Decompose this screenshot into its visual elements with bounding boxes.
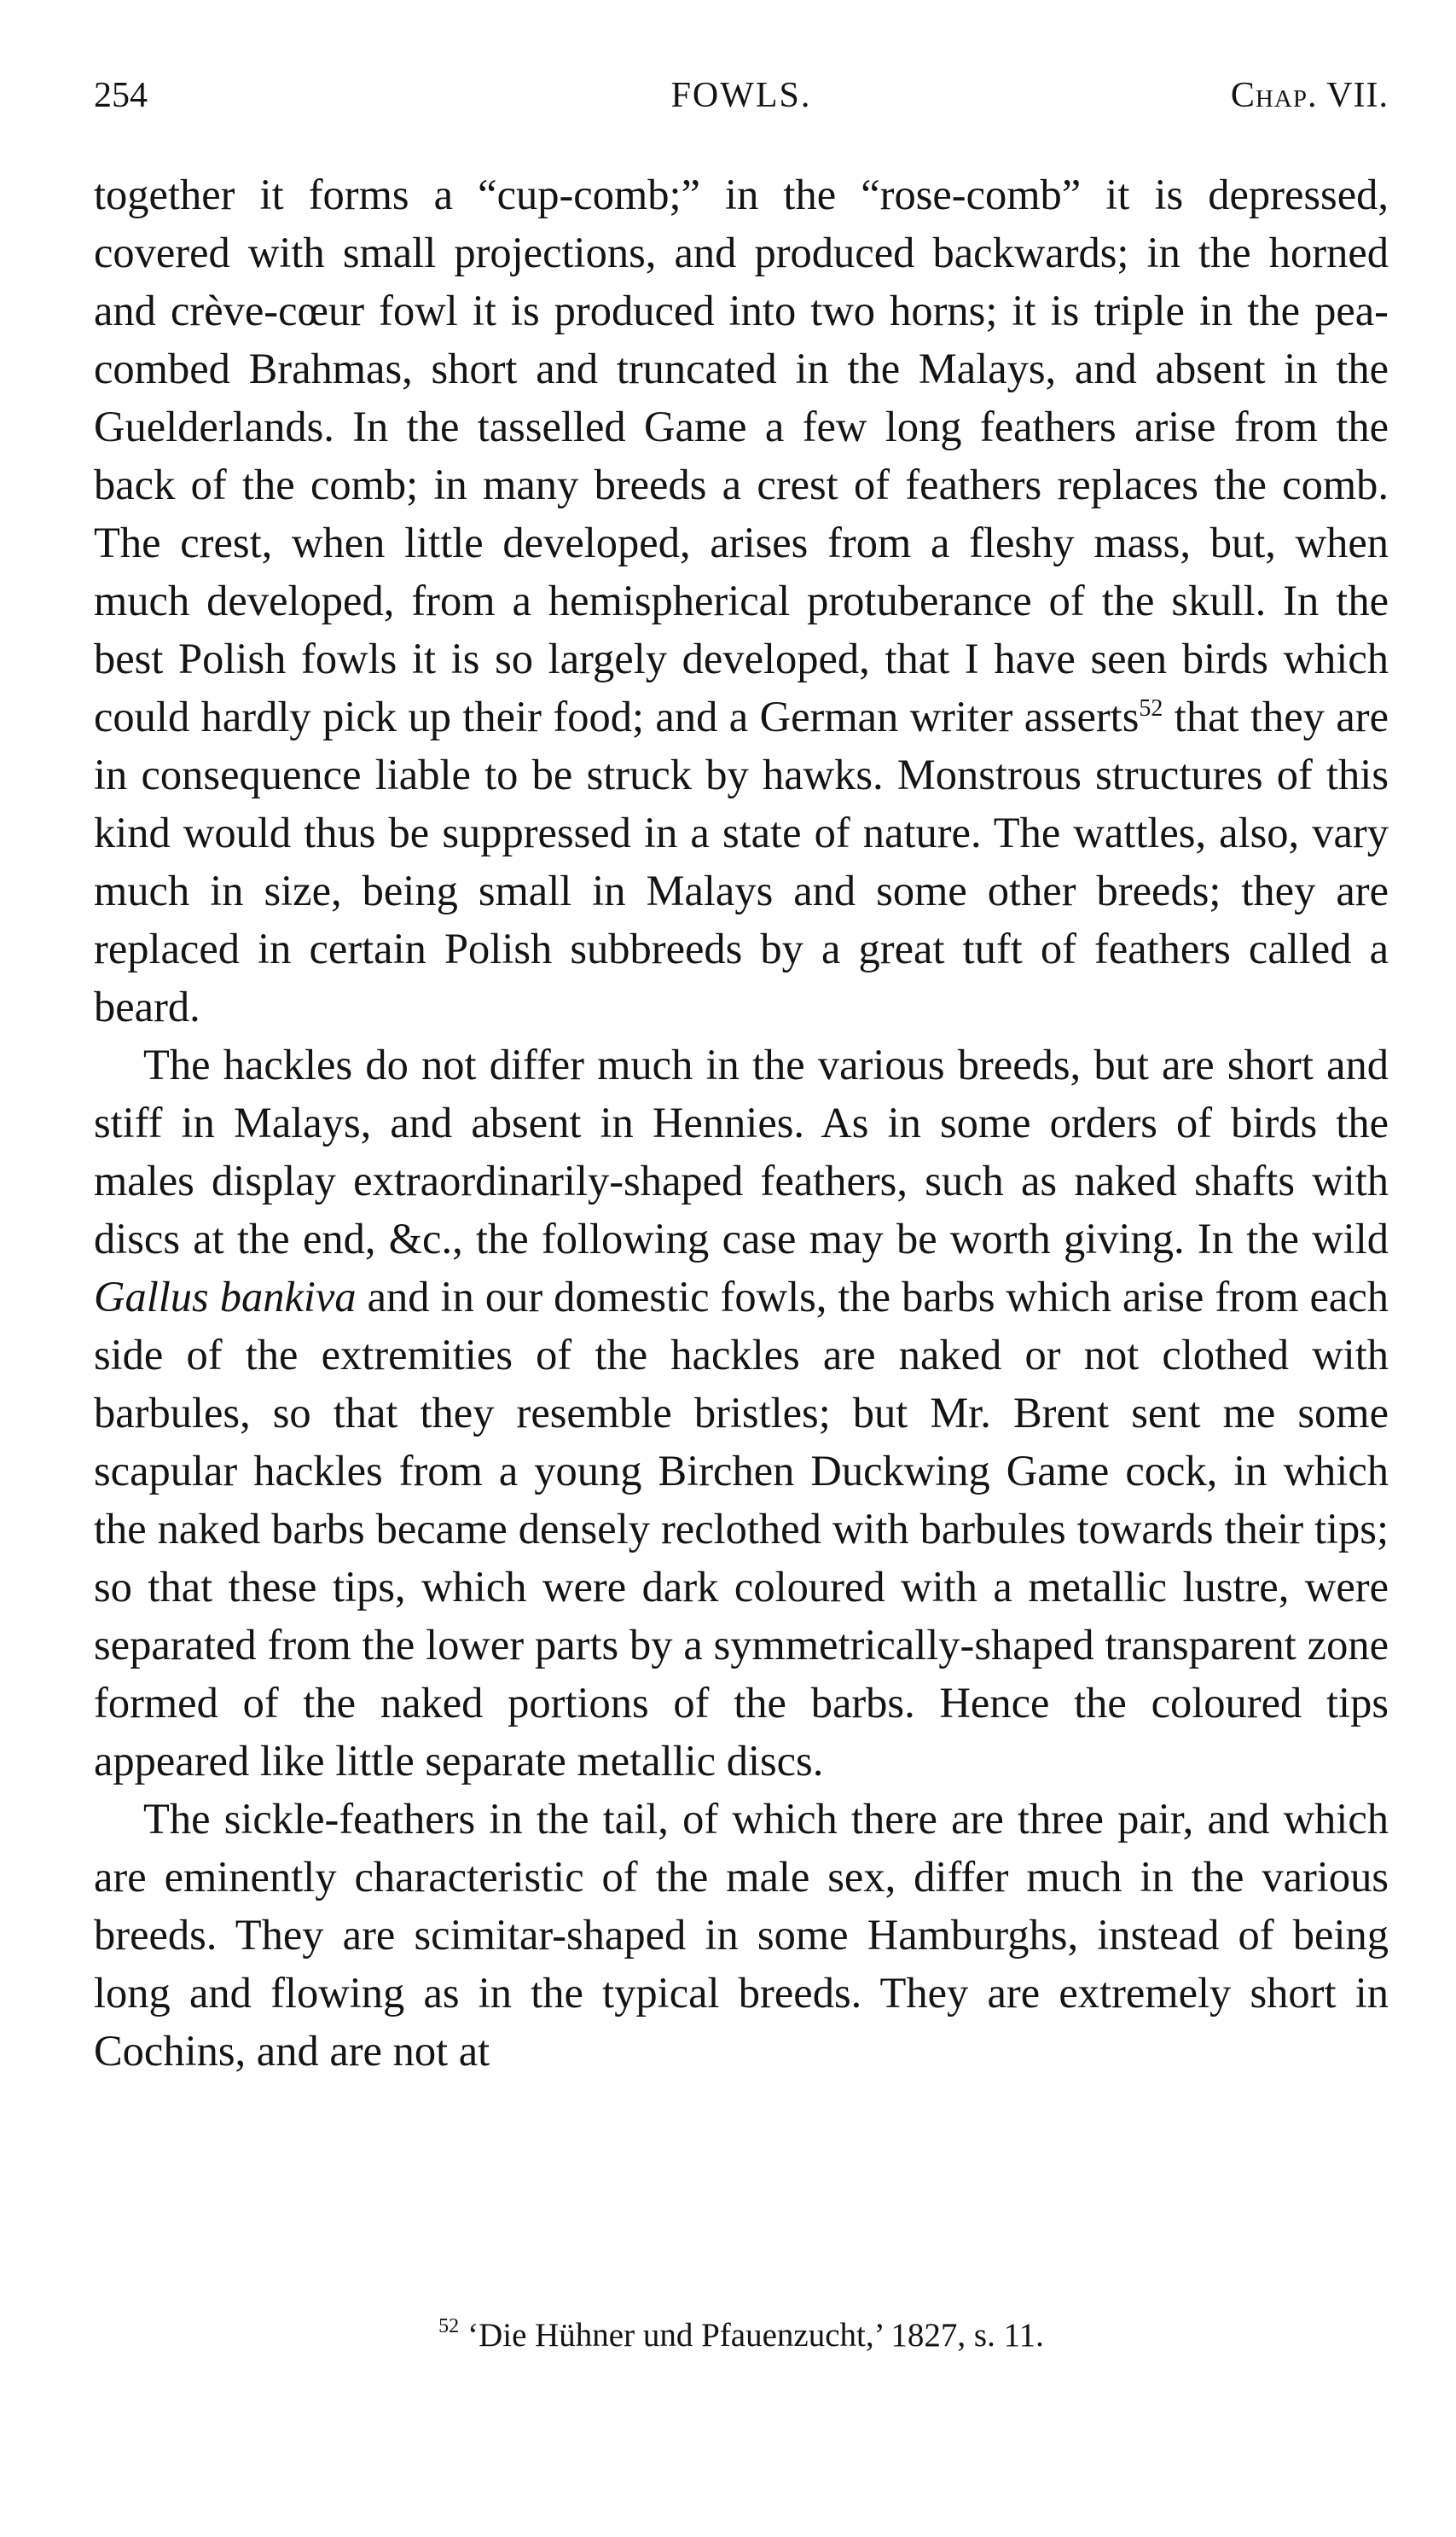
paragraph-2 xyxy=(94,1036,1389,1790)
footnote-text: ‘Die Hühner und Pfauenzucht,’ 1827, s. 11. xyxy=(467,2317,1044,2354)
paragraph-2-text-a: The hackles do not differ much in the various breeds, but are short and stiff in Malays, and absent in Hennies. As in some orders of birds the males display extraordinarily-shaped feathers, such as naked shafts with discs at the end, &c., the following case may be worth giving. In the wild xyxy=(94,1041,1389,1263)
body-text xyxy=(94,165,1389,2080)
footnote xyxy=(94,2312,1389,2360)
footnote-number: 52 xyxy=(438,2315,460,2337)
footnote-reference: 52 xyxy=(1139,695,1163,722)
running-header xyxy=(94,70,1389,121)
chapter-label: Chap. VII. xyxy=(1230,76,1389,115)
paragraph-1-text-a: together it forms a “cup-comb;” in the “rose-comb” it is depressed, covered with small projections, and produced backwards; in the horned and crève-cœur fowl it is produced into two horns; it is triple in the pea-combed Brahmas, short and truncated in the Malays, and absent in the Guelderlands. In the tasselled Game a few long feathers arise from the back of the comb; in many breeds a crest of feathers replaces the comb. The crest, when little developed, arises from a fleshy mass, but, when much developed, from a hemispherical protuberance of the skull. In the best Polish fowls it is so largely developed, that I have seen birds which could hardly pick up their food; and a German writer asserts xyxy=(94,171,1389,740)
running-title: FOWLS. xyxy=(670,76,812,115)
species-name: Gallus bankiva xyxy=(94,1273,357,1321)
paragraph-1 xyxy=(94,165,1389,1036)
paragraph-3 xyxy=(94,1790,1389,2080)
page-number: 254 xyxy=(94,76,148,115)
paragraph-1-text-b: that they are in consequence liable to be struck by hawks. Monstrous structures of this kind would thus be suppressed in a state of nature. The wattles, also, vary much in size, being small in Malays and some other breeds; they are replaced in certain Polish subbreeds by a great tuft of feathers called a beard. xyxy=(94,693,1389,1030)
paragraph-3-text: The sickle-feathers in the tail, of which there are three pair, and which are eminently characteristic of the male sex, differ much in the various breeds. They are scimitar-shaped in some Hamburghs, instead of being long and flowing as in the typical breeds. They are extremely short in Cochins, and are not at xyxy=(94,1795,1389,2075)
paragraph-2-text-b: and in our domestic fowls, the barbs which arise from each side of the extremities of the hackles are naked or not clothed with barbules, so that they resemble bristles; but Mr. Brent sent me some scapular hackles from a young Birchen Duckwing Game cock, in which the naked barbs became densely reclothed with barbules towards their tips; so that these tips, which were dark coloured with a metallic lustre, were separated from the lower parts by a symmetrically-shaped transparent zone formed of the naked portions of the barbs. Hence the coloured tips appeared like little separate metallic discs. xyxy=(94,1273,1389,1785)
